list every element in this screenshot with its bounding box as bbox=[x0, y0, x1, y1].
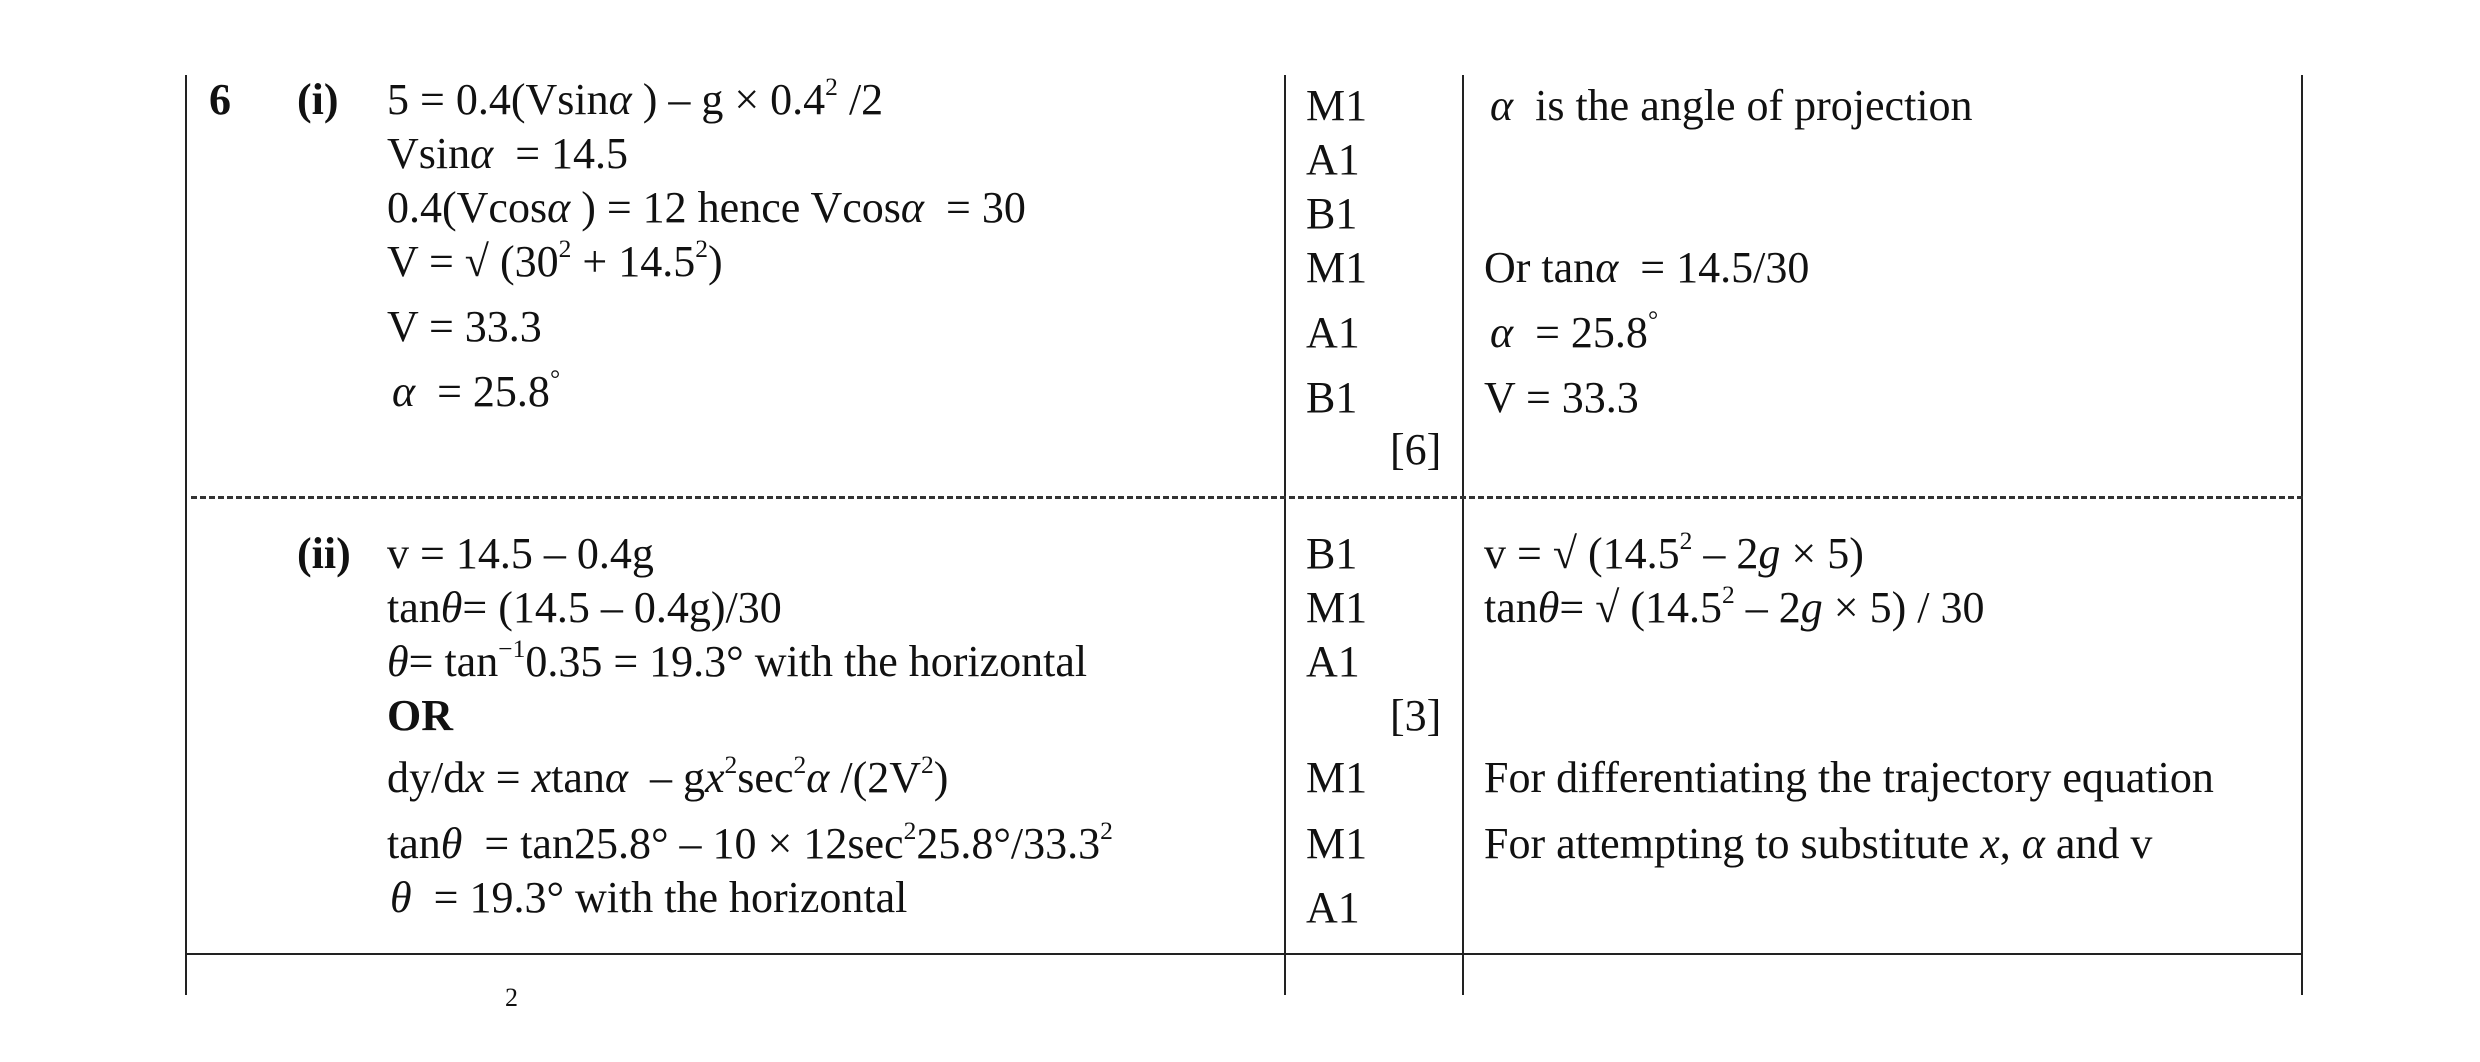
column-divider-guidance bbox=[1462, 75, 1464, 995]
part-ii-mark-3: A1 bbox=[1306, 637, 1360, 686]
part-i-work-line-5: V = 33.3 bbox=[387, 302, 542, 351]
part-i-label: (i) bbox=[297, 75, 339, 124]
part-ii-mark-4: M1 bbox=[1306, 753, 1368, 802]
part-i-mark-5: A1 bbox=[1306, 308, 1360, 357]
part-ii-work-line-1: v = 14.5 – 0.4g bbox=[387, 529, 654, 578]
part-ii-total: [3] bbox=[1390, 691, 1442, 740]
part-ii-work-line-3: $\theta= \tan^{-1}0.35 = 19.3^\circ$ with the horizontal bbox=[387, 633, 1088, 686]
part-i-work-line-2: Vsinα = 14.5 bbox=[387, 129, 629, 178]
part-i-total: [6] bbox=[1390, 425, 1442, 474]
part-i-mark-4: M1 bbox=[1306, 243, 1368, 292]
part-ii-guidance-1: v = √ (14.5$^2$ – 2g × 5) bbox=[1484, 525, 1864, 578]
table-border-left bbox=[185, 75, 187, 995]
part-i-work-line-3: 0.4(Vcosα ) = 12 hence Vcosα = 30 bbox=[387, 183, 1026, 232]
part-i-work-line-1: 5 = 0.4(Vsinα ) – $g \times 0.4^2$ /2 bbox=[387, 71, 884, 124]
column-divider-marks bbox=[1284, 75, 1286, 995]
part-ii-mark-6: A1 bbox=[1306, 883, 1360, 932]
part-ii-work-line-6: $\tan\theta = \tan 25.8^\circ - 10 \times 12\sec^225.8^\circ/33.3^2$ bbox=[387, 815, 1113, 868]
table-border-right bbox=[2301, 75, 2303, 995]
question-number: 6 bbox=[209, 75, 231, 124]
part-ii-mark-5: M1 bbox=[1306, 819, 1368, 868]
next-row-superscript-fragment: 2 bbox=[505, 983, 518, 1012]
part-i-guidance-2: Or tanα = 14.5/30 bbox=[1484, 243, 1810, 292]
part-i-mark-3: B1 bbox=[1306, 189, 1358, 238]
part-ii-guidance-3: For differentiating the trajectory equation bbox=[1484, 753, 2214, 802]
question-separator bbox=[185, 953, 2303, 955]
part-i-guidance-3: α = 25.8° bbox=[1490, 304, 1659, 357]
part-ii-mark-1: B1 bbox=[1306, 529, 1358, 578]
part-ii-mark-2: M1 bbox=[1306, 583, 1368, 632]
part-ii-or-label: OR bbox=[387, 691, 453, 740]
part-i-mark-1: M1 bbox=[1306, 81, 1368, 130]
part-ii-guidance-4: For attempting to substitute x, α and v bbox=[1484, 819, 2153, 868]
part-i-mark-6: B1 bbox=[1306, 373, 1358, 422]
part-ii-work-line-5: $dy/dx = xtan\alpha - gx^2\sec^2\alpha$ $/(2V^2)$ bbox=[387, 749, 949, 802]
part-i-work-line-4: V = √ $(30^2 + 14.5^2)$ bbox=[387, 233, 723, 286]
part-ii-label: (ii) bbox=[297, 529, 351, 578]
part-i-guidance-4: V = 33.3 bbox=[1484, 373, 1639, 422]
part-separator-dashed bbox=[191, 496, 2303, 499]
part-i-guidance-1: α is the angle of projection bbox=[1490, 81, 1973, 130]
part-ii-work-line-2: tanθ= (14.5 – 0.4g)/30 bbox=[387, 583, 782, 632]
part-i-mark-2: A1 bbox=[1306, 135, 1360, 184]
part-ii-work-line-7: θ = 19.3° with the horizontal bbox=[390, 873, 908, 922]
part-i-work-line-6: α = 25.8° bbox=[392, 363, 561, 416]
part-ii-guidance-2: tanθ= √ (14.5$^2$ – 2g × 5) / 30 bbox=[1484, 579, 1985, 632]
